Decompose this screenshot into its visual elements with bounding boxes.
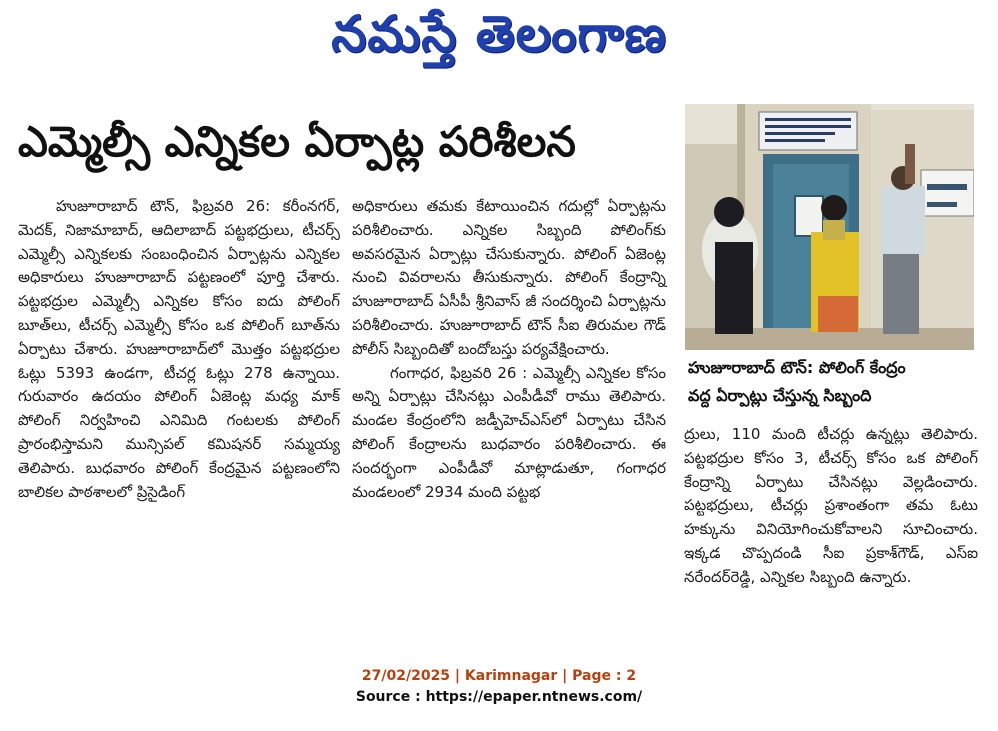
headline: ఎమ్మెల్సీ ఎన్నికల ఏర్పాట్ల పరిశీలన: [18, 117, 576, 166]
article-column-3: [684, 423, 978, 590]
article-paragraph: హుజూరాబాద్ టౌన్, ఫిబ్రవరి 26: కరీంనగర్, మెదక్, నిజామాబాద్, ఆదిలాబాద్ పట్టభద్రులు, టీచర్స్ ఎమ్మెల్సీ ఎన్నికలకు సంబంధించిన ఏర్పాట్లను ఎన్నికల అధికారులు హుజూరాబాద్ పట్టణంలో పూర్తి చేశారు. పట్టభద్రుల ఎమ్మెల్సీ ఎన్నికల కోసం ఐదు పోలింగ్ బూత్‌లు, టీచర్స్ ఎమ్మెల్సీ కోసం ఒక పోలింగ్ బూత్‌ను ఏర్పాటు చేశారు. హుజూరాబాద్‌లో మొత్తం పట్టభద్రుల ఓట్లు 5393 ఉండగా, టీచర్ల ఓట్లు 278 ఉన్నాయి. గురువారం ఉదయం పోలింగ్ ఏజెంట్ల మధ్య మాక్ పోలింగ్ నిర్వహించి ఎనిమిది గంటలకు పోలింగ్ ప్రారంభిస్తామని మున్సిపల్ కమిషనర్ సమ్మయ్య తెలిపారు. బుధవారం పోలింగ్ కేంద్రమైన పట్టణంలోని బాలికల పాఠశాలలో ప్రిసైడింగ్: [18, 197, 340, 501]
source-label: Source :: [355, 689, 426, 705]
masthead-title: నమస్తే తెలంగాణ: [331, 4, 667, 63]
polling-station-photo: [685, 104, 974, 350]
masthead: [0, 0, 998, 80]
caption-line: వద్ద ఏర్పాట్లు చేస్తున్న సిబ్బంది: [688, 386, 872, 405]
news-photo: [685, 104, 974, 350]
photo-caption: [688, 354, 973, 410]
article-column-1: [18, 195, 340, 504]
footer-source: [0, 687, 998, 708]
footer-dateline: 27/02/2025 | Karimnagar | Page : 2: [361, 668, 637, 684]
article-column-2: [352, 195, 666, 504]
article-paragraph: గంగాధర, ఫిబ్రవరి 26 : ఎమ్మెల్సీ ఎన్నికల కోసం అన్ని ఏర్పాట్లు చేసినట్లు ఎంపీడీవో రాము తెలిపారు. మండల కేంద్రంలోని జడ్పీహెచ్ఎస్‌లో ఏర్పాటు చేసిన పోలింగ్ కేంద్రాలను బుధవారం పరిశీలించారు. ఈ సందర్భంగా ఎంపీడీవో మాట్లాడుతూ, గంగాధర మండలంలో 2934 మంది పట్టభ: [352, 363, 666, 501]
page-footer: [0, 666, 998, 708]
article-paragraph: అధికారులు తమకు కేటాయించిన గదుల్లో ఏర్పాట్లను పరిశీలించారు. ఎన్నికల సిబ్బంది పోలింగ్‌కు అవసరమైన ఏర్పాట్లు చేసుకున్నారు. పోలింగ్ ఏజెంట్ల నుంచి వివరాలను తీసుకున్నారు. పోలింగ్ కేంద్రాన్ని హుజూరాబాద్ ఏసీపీ శ్రీనివాస్ జీ సందర్శించి ఏర్పాట్లను పరిశీలించారు. హుజూరాబాద్ టౌన్ సీఐ తిరుమల గౌడ్ పోలీస్ సిబ్బందితో బందోబస్తు పర్యవేక్షించారు.: [352, 197, 666, 358]
article-paragraph: ద్రులు, 110 మంది టీచర్లు ఉన్నట్లు తెలిపారు. పట్టభద్రుల కోసం 3, టీచర్స్ కోసం ఒక పోలింగ్ కేంద్రాన్ని ఏర్పాటు చేసినట్లు వెల్లడించారు. పట్టభద్రులు, టీచర్లు ప్రశాంతంగా తమ ఓటు హక్కును వినియోగించుకోవాలని సూచించారు. ఇక్కడ చొప్పదండి సీఐ ప్రకాశ్‌గౌడ్, ఎస్ఐ నరేందర్‌రెడ్డి, ఎన్నికల సిబ్బంది ఉన్నారు.: [684, 425, 978, 586]
source-link[interactable]: https://epaper.ntnews.com/: [425, 689, 643, 705]
caption-line: హుజూరాబాద్ టౌన్: పోలింగ్ కేంద్రం: [688, 358, 906, 377]
